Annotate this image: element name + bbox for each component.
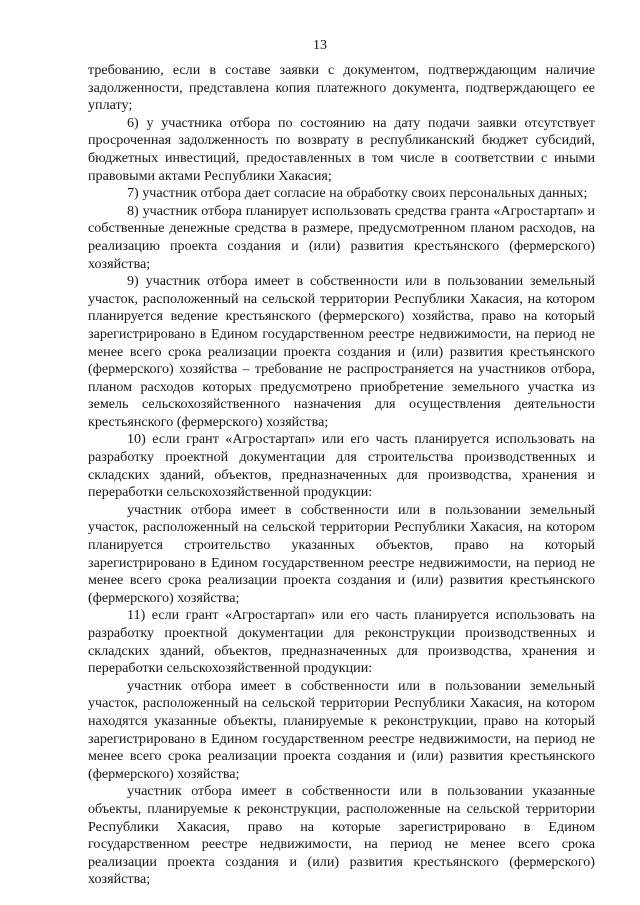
- paragraph-continuation: требованию, если в составе заявки с документом, подтверждающим наличие задолженности, представлена копия платежного документа, подтверждающего ее уплату;: [88, 62, 595, 114]
- paragraph-item-10-requirement: участник отбора имеет в собственности или в пользовании земельный участок, расположенный на сельской территории Республики Хакасия, на котором планируется строительство указанных объектов, право на который зарегистрировано в Едином государственном реестре недвижимости, на период не менее всего срока реализации проекта создания и (или) развития крестьянского (фермерского) хозяйства;: [88, 501, 595, 606]
- paragraph-item-7: 7) участник отбора дает согласие на обработку своих персональных данных;: [127, 185, 588, 202]
- paragraph-item-8: 8) участник отбора планирует использовать средства гранта «Агростартап» и собственные денежные средства в размере, предусмотренном планом расходов, на реализацию проекта создания и (или) развития крестьянского (фермерского) хозяйства;: [88, 202, 595, 272]
- paragraph-item-10: 10) если грант «Агростартап» или его часть планируется использовать на разработку проектной документации для строительства производственных и складских зданий, объектов, предназначенных для производства, хранения и переработки сельскохозяйственной продукции:: [88, 431, 595, 501]
- page-number: 13: [313, 38, 327, 53]
- paragraph-item-6: 6) у участника отбора по состоянию на дату подачи заявки отсутствует просроченная задолженность по возврату в республиканский бюджет субсидий, бюджетных инвестиций, предоставленных в том числе в соответствии с иными правовыми актами Республики Хакасия;: [88, 114, 595, 184]
- paragraph-item-11-requirement-land: участник отбора имеет в собственности или в пользовании земельный участок, расположенный на сельской территории Республики Хакасия, на котором находятся указанные объекты, планируемые к реконструкции, право на который зарегистрировано в Едином государственном реестре недвижимости, на период не менее всего срока реализации проекта создания и (или) развития крестьянского (фермерского) хозяйства;: [88, 677, 595, 782]
- paragraph-item-11-requirement-objects: участник отбора имеет в собственности или в пользовании указанные объекты, планируемые к реконструкции, расположенные на сельской территории Республики Хакасия, право на которые зарегистрировано в Едином государственном реестре недвижимости, на период не менее всего срока реализации проекта создания и (или) развития крестьянского (фермерского) хозяйства;: [88, 783, 595, 888]
- paragraph-item-9: 9) участник отбора имеет в собственности или в пользовании земельный участок, расположенный на сельской территории Республики Хакасия, на котором планируется ведение крестьянского (фермерского) хозяйства, право на который зарегистрировано в Едином государственном реестре недвижимости, на период не менее всего срока реализации проекта создания и (или) развития крестьянского (фермерского) хозяйства – требование не распространяется на участников отбора, планом расходов которых предусмотрено приобретение земельного участка из земель сельскохозяйственного назначения для осуществления деятельности крестьянского (фермерского) хозяйства;: [88, 273, 595, 430]
- document-body: [88, 62, 595, 889]
- paragraph-item-11: 11) если грант «Агростартап» или его часть планируется использовать на разработку проектной документации для реконструкции производственных и складских зданий, объектов, предназначенных для производства, хранения и переработки сельскохозяйственной продукции:: [88, 607, 595, 677]
